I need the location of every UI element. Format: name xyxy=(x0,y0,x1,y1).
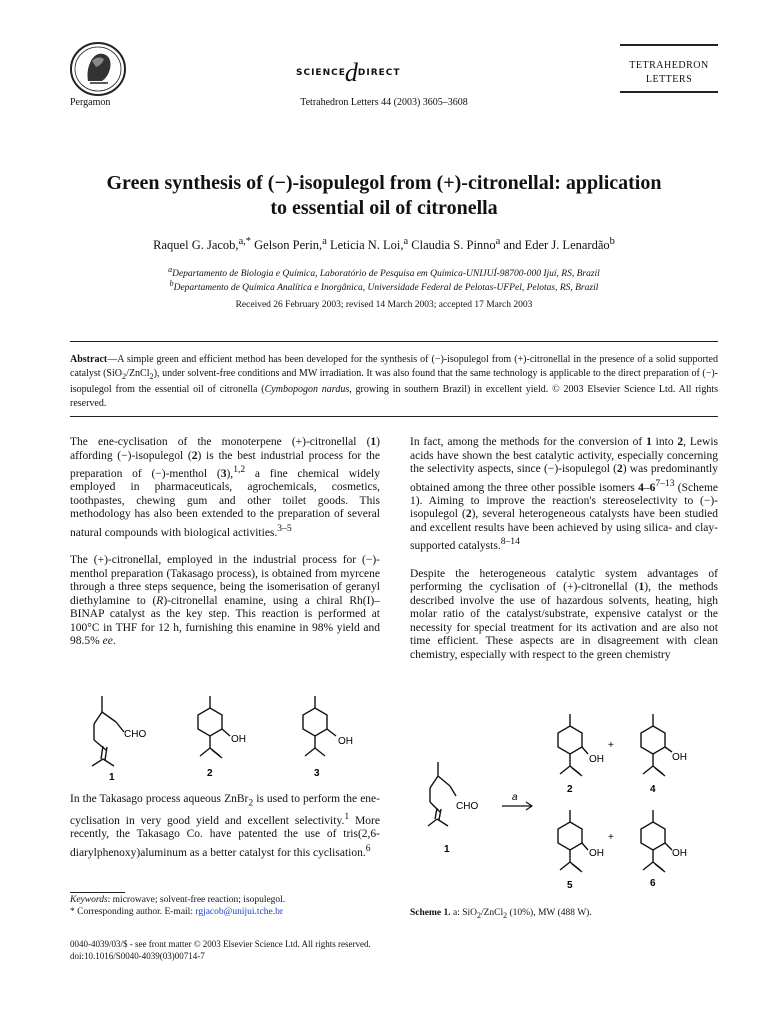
scheme-oh-6: OH xyxy=(672,848,687,859)
scheme-1 xyxy=(410,712,718,897)
affiliation-b-mark: b xyxy=(169,279,174,288)
copyright-block xyxy=(70,938,570,962)
left-column-bottom xyxy=(70,793,380,874)
left-column-top xyxy=(70,436,380,663)
journal-box-bottom-rule xyxy=(620,91,718,93)
text-segment: 6 xyxy=(365,842,371,854)
scheme-cho-label: CHO xyxy=(456,801,479,812)
text-segment: )-citronellal enamine, using a chiral Rh(I)–BINAP catalyst as the key step. This reaction is performed at 100°C in THF for 12 h, furnishing this enamine in 98% yield and 98.5% xyxy=(70,594,380,648)
abstract-text-1: —A simple green and efficient method has been developed for the synthesis of (−)-isopulegol from (+)-citronellal in the presence of a solid supported catalyst (SiO xyxy=(70,354,718,379)
text-segment: – xyxy=(643,481,650,494)
doi-line: doi:10.1016/S0040-4039(03)00714-7 xyxy=(70,951,205,961)
scheme-citronellal xyxy=(428,762,456,826)
reaction-arrow xyxy=(502,802,532,810)
caption-sub-2: 2 xyxy=(503,910,508,920)
title-line1: Green synthesis of (−)-isopulegol from (+)-citronellal: application xyxy=(106,172,662,194)
keywords-line xyxy=(70,894,400,906)
structures-1-2-3 xyxy=(70,694,380,789)
author-affiliation-mark: a xyxy=(495,236,501,247)
text-segment: 6 xyxy=(649,481,656,494)
text-segment: ) was predominantly obtained among the three other possible isomers xyxy=(410,463,718,494)
author-name: Gelson Perin, xyxy=(251,238,323,253)
affiliation-b-text: Departamento de Química Analítica e Inorgânica, Universidade Federal de Pelotas-UFPel, Pelotas, RS, Brazil xyxy=(173,283,599,294)
scheme-oh-5: OH xyxy=(589,848,604,859)
body-paragraph xyxy=(70,793,380,860)
text-segment: In fact, among the methods for the conversion of xyxy=(410,436,647,448)
text-segment: a fine chemical widely employed in pharmaceuticals, agrochemicals, cosmetics, toothpastes, chewing gum and other toilet goods. This methodology has also been extended to the preparation of several natural compounds with biological activities. xyxy=(70,467,380,539)
caption-label: Scheme 1. xyxy=(410,908,451,918)
footnote-rule xyxy=(70,892,125,893)
sciencedirect-logo-mark: d xyxy=(344,58,359,87)
sciencedirect-logo-post: DIRECT xyxy=(357,68,401,78)
journal-name-line1: TETRAHEDRON xyxy=(629,60,709,71)
text-segment: R xyxy=(156,594,164,607)
text-segment: 3–5 xyxy=(277,522,292,534)
article-title xyxy=(60,171,708,221)
caption-text-1: a: SiO xyxy=(450,908,478,918)
author-affiliation-mark: a,* xyxy=(238,236,251,247)
text-segment: More recently, the Takasago Co. have patented the use of tris(2,6-diarylphenoxy)aluminum as a better catalyst for this cyclisation. xyxy=(70,814,380,859)
body-paragraph xyxy=(70,436,380,540)
text-segment: 8–14 xyxy=(500,536,520,548)
journal-name xyxy=(620,59,718,87)
text-segment: 2 xyxy=(465,508,472,521)
journal-name-line2: LETTERS xyxy=(645,74,693,85)
plus-sign-bottom: + xyxy=(608,832,614,843)
cho-label-1: CHO xyxy=(124,729,147,740)
right-column xyxy=(410,436,718,676)
text-segment: into xyxy=(651,436,678,448)
text-segment: 7–13 xyxy=(655,477,675,489)
structure-citronellal xyxy=(92,696,124,766)
structure-isopulegol xyxy=(198,696,230,758)
scheme-isomer-2 xyxy=(558,714,588,776)
author-name: Raquel G. Jacob, xyxy=(153,238,239,253)
compound-label-2: 2 xyxy=(207,768,213,779)
scheme-isomer-6 xyxy=(641,810,672,872)
text-segment: (Scheme 1). Aiming to improve the reaction's stereoselectivity to (−)-isopulegol ( xyxy=(410,481,719,521)
text-segment: In the Takasago process aqueous ZnBr xyxy=(70,793,249,805)
author-affiliation-mark: a xyxy=(322,236,327,247)
scheme-isomer-5 xyxy=(558,810,588,872)
text-segment: . xyxy=(112,635,116,648)
author-affiliation-mark: b xyxy=(609,236,615,247)
affiliation-a xyxy=(40,265,728,279)
abstract-bottom-rule xyxy=(70,416,718,417)
author-name: Claudia S. Pinno xyxy=(408,238,496,253)
keywords-label: Keywords xyxy=(70,895,108,905)
sciencedirect-logo xyxy=(296,52,401,87)
abstract-text-4: , growing in southern Brazil) in excellent yield. © 2003 Elsevier Science Ltd. All rights reserved. xyxy=(70,384,719,409)
author-list xyxy=(40,236,728,253)
text-segment: The (+)-citronellal, employed in the industrial process for (−)-menthol preparation (Takasago process), is obtained from myrcene through a three steps sequence, being the isomerisation of geranyl diethylamine to ( xyxy=(70,554,380,607)
sciencedirect-logo-pre: SCIENCE xyxy=(296,68,346,78)
text-segment: 1 xyxy=(344,810,350,822)
text-segment: 2 xyxy=(616,463,623,475)
abstract-sub-2: 2 xyxy=(149,371,154,381)
text-segment: is used to perform the ene-cyclisation in very good yield and excellent selectivity. xyxy=(70,793,380,827)
corresponding-author-text: * Corresponding author. E-mail: xyxy=(70,907,196,917)
received-dates: Received 26 February 2003; revised 14 March 2003; accepted 17 March 2003 xyxy=(235,300,533,310)
elsevier-tree-logo-icon xyxy=(68,41,128,97)
body-paragraph xyxy=(410,568,718,663)
structure-menthol xyxy=(303,696,336,756)
front-matter-line: 0040-4039/03/$ - see front matter © 2003 Elsevier Science Ltd. All rights reserved. xyxy=(70,939,371,949)
text-segment: ee xyxy=(102,635,113,648)
scheme-isomer-4 xyxy=(641,714,672,776)
text-segment: 2 xyxy=(191,449,198,462)
text-segment: 2 xyxy=(677,436,684,448)
oh-label-3: OH xyxy=(338,736,353,747)
oh-label-2: OH xyxy=(231,734,246,745)
text-segment: , Lewis acids have shown the best catalytic activity, especially concerning the selectivity aspects, since (−)-isopulegol ( xyxy=(410,436,718,475)
text-segment: 1 xyxy=(638,581,645,594)
compound-label-3: 3 xyxy=(314,768,320,779)
text-segment: ) is the best industrial process for the preparation of (−)-menthol ( xyxy=(70,449,380,480)
scheme-oh-4: OH xyxy=(672,752,687,763)
abstract-label: Abstract xyxy=(70,354,108,365)
text-segment: 2 xyxy=(248,797,254,809)
scheme-label-2: 2 xyxy=(567,784,573,795)
text-segment: ), xyxy=(226,467,234,480)
abstract-species: Cymbopogon nardus xyxy=(264,384,350,395)
compound-label-1: 1 xyxy=(109,772,115,783)
caption-sub-1: 2 xyxy=(477,910,481,920)
text-segment: ), several heterogeneous catalysts have been studied and excellent results have been achieved by using silica- and clay-supported catalysts. xyxy=(410,508,718,553)
footnotes xyxy=(70,894,400,918)
text-segment: 1,2 xyxy=(233,464,246,475)
author-affiliation-mark: a xyxy=(403,236,409,247)
keywords-text: : microwave; solvent-free reaction; isopulegol. xyxy=(107,895,286,905)
scheme-label-5: 5 xyxy=(567,880,573,891)
body-paragraph xyxy=(70,554,380,649)
text-segment: ), the methods described involve the use of hazardous solvents, heating, high molar ratio of the catalyst/substrate, expensive catalyst or the necessity for special treatment for its activation and are also not time efficient. These aspects are in disagreement with clean chemistry, especially with respect to the green chemistry xyxy=(410,581,718,661)
scheme-label-1: 1 xyxy=(444,844,450,855)
abstract-sub-1: 2 xyxy=(122,371,127,381)
affiliation-a-mark: a xyxy=(168,265,173,274)
text-segment: The ene-cyclisation of the monoterpene (+)-citronellal ( xyxy=(70,436,371,448)
title-line2: to essential oil of citronella xyxy=(270,197,498,219)
affiliation-a-text: Departamento de Biologia e Química, Laboratório de Pesquisa em Química-UNIJUÍ-98700-000 Ijuí, RS, Brazil xyxy=(172,269,600,280)
abstract-text-3: ), under solvent-free conditions and MW irradiation. It was also found that the same technology is applicable to the direct preparation of (−)-isopulegol from the essential oil of citronella ( xyxy=(70,367,718,395)
corresponding-author-line xyxy=(70,906,400,918)
scheme-caption xyxy=(410,908,718,920)
caption-text-3: (10%), MW (488 W). xyxy=(507,908,592,918)
journal-reference: Tetrahedron Letters 44 (2003) 3605–3608 xyxy=(300,97,468,108)
plus-sign-top: + xyxy=(608,740,614,751)
text-segment: Despite the heterogeneous catalytic system advantages of performing the cyclisation of (+)-citronellal ( xyxy=(410,567,718,594)
caption-text-2: /ZnCl xyxy=(480,908,504,918)
publisher-logo xyxy=(68,41,128,97)
publisher-name: Pergamon xyxy=(70,97,111,108)
scheme-label-4: 4 xyxy=(650,784,656,795)
scheme-label-6: 6 xyxy=(650,878,656,889)
email-link[interactable]: rgjacob@unijui.tche.br xyxy=(195,907,284,917)
journal-box-top-rule xyxy=(620,44,718,46)
text-segment: 4 xyxy=(638,481,644,494)
abstract xyxy=(70,353,718,410)
scheme-oh-2: OH xyxy=(589,754,604,765)
arrow-condition-label: a xyxy=(512,792,518,803)
text-segment: 3 xyxy=(220,467,227,480)
abstract-top-rule xyxy=(70,341,718,342)
abstract-text-2: /ZnCl xyxy=(126,367,150,379)
text-segment: 1 xyxy=(370,436,377,448)
body-paragraph xyxy=(410,436,718,554)
author-name: Leticia N. Loi, xyxy=(326,238,404,253)
affiliation-b xyxy=(40,279,728,293)
text-segment: 1 xyxy=(646,436,652,448)
author-name: and Eder J. Lenardão xyxy=(500,238,610,253)
text-segment: ) affording (−)-isopulegol ( xyxy=(70,436,380,462)
